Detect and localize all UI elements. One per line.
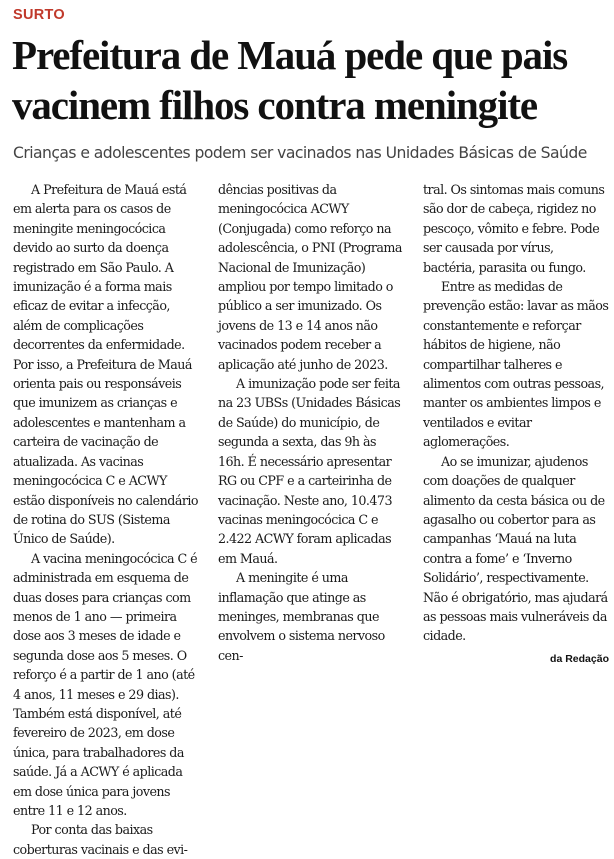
paragraph: A meningite é uma inflamação que atinge as meninges, membranas que envolvem o sistema nervoso cen-: [218, 570, 385, 663]
paragraph: tral. Os sintomas mais comuns são dor de cabeça, rigidez no pescoço, vômito e febre. Pode ser causada por vírus, bactéria, parasita ou fungo.: [423, 182, 605, 275]
section-label: SURTO: [13, 7, 65, 23]
byline: da Redação: [550, 652, 609, 665]
deck-subtitle: Crianças e adolescentes podem ser vacinados nas Unidades Básicas de Saúde: [13, 144, 587, 162]
article-column-1: [13, 180, 199, 859]
paragraph: Ao se imunizar, ajudenos com doações de qualquer alimento da cesta básica ou de agasalho ou cobertor para as campanhas ‘Mauá na luta contra a fome’ e ‘Inverno Solidário’, respectivamente. Não é obrigatório, mas ajudará as pessoas mais vulneráveis da cidade.: [423, 453, 608, 644]
headline: Prefeitura de Mauá pede que pais vacinem filhos contra meningite: [12, 32, 568, 128]
article-column-3: [423, 180, 609, 669]
paragraph: Por conta das baixas coberturas vacinais e das evi-: [13, 822, 188, 857]
paragraph: A vacina meningocócica C é administrada em esquema de duas doses para crianças com menos de 1 ano — primeira dose aos 3 meses de idade e segunda dose aos 5 meses. O reforço é a partir de 1 ano (até 4 anos, 11 meses e 29 dias). Também está disponível, até fevereiro de 2023, em dose única, para trabalhadores da saúde. Já a ACWY é aplicada em dose única para jovens entre 11 e 12 anos.: [13, 550, 198, 818]
paragraph: dências positivas da meningocócica ACWY (Conjugada) como reforço na adolescência, o PNI (Programa Nacional de Imunização) ampliou por tempo limitado o público a ser imunizado. Os jovens de 13 e 14 anos não vacinados podem receber a aplicação até junho de 2023.: [218, 182, 402, 372]
paragraph: Entre as medidas de prevenção estão: lavar as mãos constantemente e reforçar hábitos de higiene, não compartilhar talheres e alimentos com outras pessoas, manter os ambientes limpos e ventilados e evitar aglomerações.: [423, 279, 609, 450]
paragraph: A Prefeitura de Mauá está em alerta para os casos de meningite meningocócica devido ao surto da doença registrado em São Paulo. A imunização é a forma mais eficaz de evitar a infecção, além de complicações decorrentes da enfermidade. Por isso, a Prefeitura de Mauá orienta pais ou responsáveis que imunizem as crianças e adolescentes e mantenham a carteira de vacinação de atualizada. As vacinas meningocócica C e ACWY estão disponíveis no calendário de rotina do SUS (Sistema Único de Saúde).: [13, 182, 198, 547]
article-column-2: [218, 180, 404, 665]
paragraph: A imunização pode ser feita na 23 UBSs (Unidades Básicas de Saúde) do município, de segunda a sexta, das 9h às 16h. É necessário apresentar RG ou CPF e a carteirinha de vacinação. Neste ano, 10.473 vacinas meningocócica C e 2.422 ACWY foram aplicadas em Mauá.: [218, 376, 401, 566]
